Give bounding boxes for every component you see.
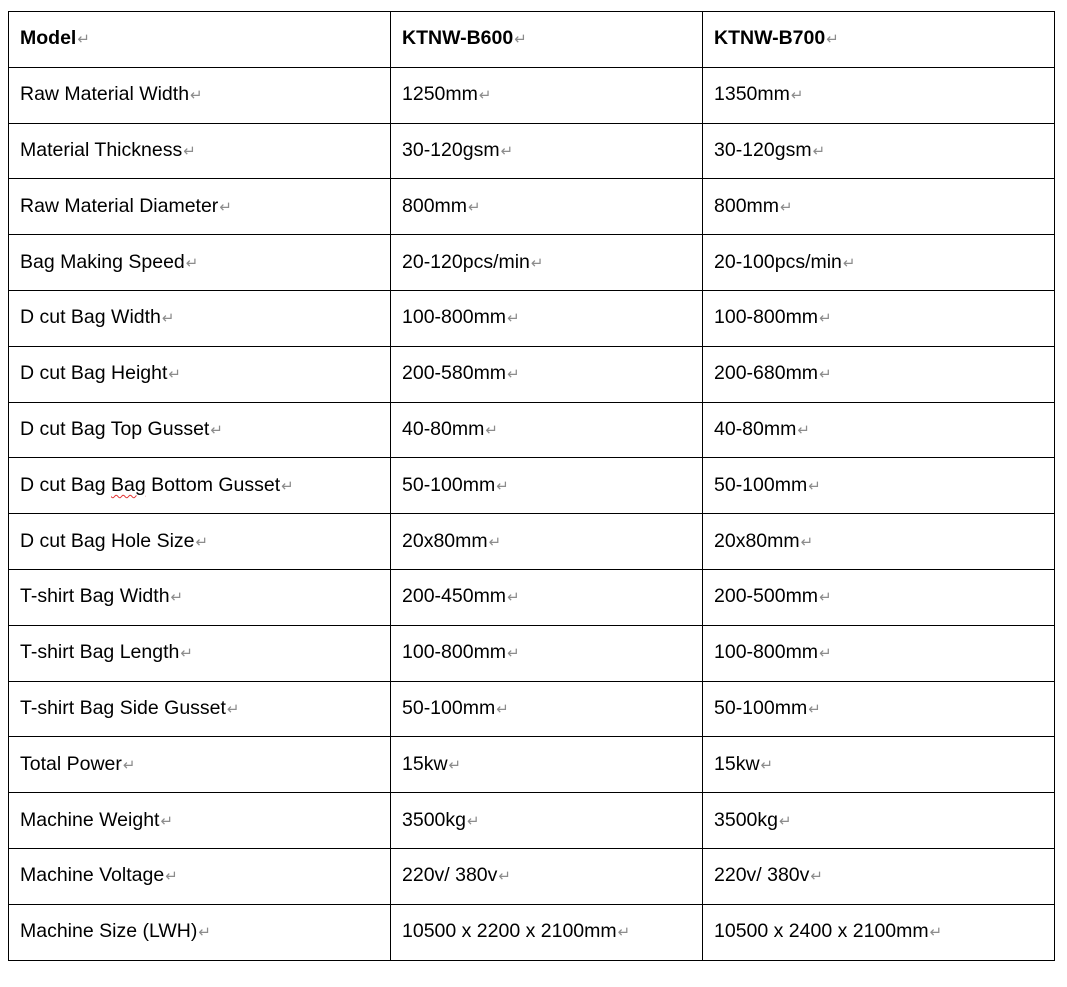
spec-value-model-a: 20-120pcs/min	[402, 250, 530, 273]
paragraph-mark-icon: ↵	[496, 700, 509, 718]
paragraph-mark-icon: ↵	[819, 366, 832, 384]
spec-label: Raw Material Diameter	[20, 194, 219, 217]
table-row	[9, 625, 1055, 681]
spec-value-cell-model-b[interactable]	[703, 793, 1055, 849]
spec-value-cell-model-b[interactable]	[703, 904, 1055, 960]
spec-value-model-a: 15kw	[402, 752, 448, 775]
spec-value-cell-model-b[interactable]	[703, 67, 1055, 123]
spec-label: D cut Bag Height	[20, 362, 168, 385]
spec-value-model-a: 200-580mm	[402, 362, 507, 385]
spec-value-model-b: 50-100mm	[714, 696, 808, 719]
paragraph-mark-icon: ↵	[842, 254, 856, 272]
spec-value-cell-model-a[interactable]	[391, 346, 703, 402]
spec-label	[20, 474, 280, 496]
spec-label-cell[interactable]	[9, 848, 391, 904]
paragraph-mark-icon: ↵	[810, 868, 823, 886]
table-row	[9, 737, 1055, 793]
paragraph-mark-icon: ↵	[808, 700, 821, 718]
spec-label-cell[interactable]	[9, 179, 391, 235]
spec-value-cell-model-b[interactable]	[703, 179, 1055, 235]
spec-value-cell-model-b[interactable]	[703, 569, 1055, 625]
paragraph-mark-icon: ↵	[800, 533, 814, 551]
spec-value-model-a: 100-800mm	[402, 641, 507, 664]
paragraph-mark-icon: ↵	[195, 533, 209, 551]
spec-label: T-shirt Bag Length	[20, 641, 180, 664]
paragraph-mark-icon: ↵	[226, 700, 240, 718]
paragraph-mark-icon: ↵	[190, 87, 203, 105]
spec-value-model-b: 40-80mm	[714, 417, 797, 440]
paragraph-mark-icon: ↵	[760, 756, 774, 774]
paragraph-mark-icon: ↵	[185, 254, 199, 272]
paragraph-mark-icon: ↵	[168, 366, 181, 384]
table-row	[9, 904, 1055, 960]
spec-label: Total Power	[20, 752, 122, 775]
spec-value-cell-model-a[interactable]	[391, 123, 703, 179]
paragraph-mark-icon: ↵	[466, 812, 480, 830]
spec-value-model-b: 1350mm	[714, 83, 790, 106]
spec-label-cell[interactable]	[9, 402, 391, 458]
paragraph-mark-icon: ↵	[183, 142, 196, 160]
spec-label: D cut Bag Hole Size	[20, 529, 195, 552]
spec-value-model-b: 100-800mm	[714, 306, 819, 329]
spec-label: D cut Bag Top Gusset	[20, 417, 210, 440]
spec-value-cell-model-a[interactable]	[391, 848, 703, 904]
spec-value-cell-model-b[interactable]	[703, 625, 1055, 681]
paragraph-mark-icon: ↵	[170, 589, 184, 607]
paragraph-mark-icon: ↵	[507, 645, 520, 663]
spec-value-model-b: 20-100pcs/min	[714, 250, 842, 273]
paragraph-mark-icon: ↵	[507, 589, 520, 607]
table-row	[9, 681, 1055, 737]
spec-label-part: D cut Bag	[20, 473, 112, 496]
spec-value-cell-model-b[interactable]	[703, 681, 1055, 737]
spec-label: Material Thickness	[20, 138, 183, 161]
paragraph-mark-icon: ↵	[496, 477, 509, 495]
spec-value-cell-model-a[interactable]	[391, 458, 703, 514]
spec-value-cell-model-a[interactable]	[391, 67, 703, 123]
spec-value-cell-model-b[interactable]	[703, 235, 1055, 291]
spec-value-model-a: 800mm	[402, 194, 468, 217]
spec-value-model-b: 3500kg	[714, 808, 778, 831]
header-model-b: KTNW-B700	[714, 27, 826, 50]
table-row	[9, 402, 1055, 458]
spec-label-cell[interactable]	[9, 123, 391, 179]
spec-label: Machine Size (LWH)	[20, 920, 198, 943]
spec-value-model-b: 10500 x 2400 x 2100mm	[714, 920, 929, 943]
table-row	[9, 793, 1055, 849]
paragraph-mark-icon: ↵	[819, 645, 832, 663]
spec-label-cell[interactable]	[9, 346, 391, 402]
spec-value-cell-model-b[interactable]	[703, 458, 1055, 514]
paragraph-mark-icon: ↵	[165, 868, 178, 886]
spec-value-model-a: 50-100mm	[402, 473, 496, 496]
spec-value-model-a: 30-120gsm	[402, 138, 500, 161]
spec-table	[8, 11, 1055, 961]
header-cell-model-a[interactable]	[391, 12, 703, 68]
spec-label: D cut Bag Width	[20, 306, 161, 329]
table-row	[9, 569, 1055, 625]
spec-value-cell-model-b[interactable]	[703, 123, 1055, 179]
spec-value-cell-model-b[interactable]	[703, 514, 1055, 570]
spec-value-model-a: 10500 x 2200 x 2100mm	[402, 920, 617, 943]
spec-label-cell[interactable]	[9, 235, 391, 291]
spec-label-cell[interactable]	[9, 737, 391, 793]
spec-label: T-shirt Bag Width	[20, 585, 170, 608]
spec-value-model-b: 15kw	[714, 752, 760, 775]
spec-label-cell[interactable]	[9, 681, 391, 737]
paragraph-mark-icon: ↵	[77, 31, 90, 49]
spec-value-model-a: 3500kg	[402, 808, 466, 831]
spellcheck-flagged-word: Bag	[111, 473, 146, 496]
paragraph-mark-icon: ↵	[514, 31, 527, 49]
spec-value-cell-model-b[interactable]	[703, 737, 1055, 793]
spec-value-model-a: 200-450mm	[402, 585, 507, 608]
spec-label-cell[interactable]	[9, 904, 391, 960]
spec-value-model-a: 220v/ 380v	[402, 864, 498, 887]
spec-value-cell-model-a[interactable]	[391, 904, 703, 960]
table-row	[9, 346, 1055, 402]
paragraph-mark-icon: ↵	[198, 924, 211, 942]
paragraph-mark-icon: ↵	[448, 756, 462, 774]
table-row	[9, 458, 1055, 514]
paragraph-mark-icon: ↵	[819, 310, 832, 328]
table-row	[9, 848, 1055, 904]
spec-value-cell-model-a[interactable]	[391, 569, 703, 625]
spec-value-cell-model-a[interactable]	[391, 514, 703, 570]
paragraph-mark-icon: ↵	[797, 421, 810, 439]
paragraph-mark-icon: ↵	[790, 87, 804, 105]
spec-value-cell-model-a[interactable]	[391, 681, 703, 737]
spec-value-model-b: 200-500mm	[714, 585, 819, 608]
table-row	[9, 514, 1055, 570]
spec-label-part: Bottom Gusset	[145, 473, 281, 496]
paragraph-mark-icon: ↵	[617, 924, 631, 942]
paragraph-mark-icon: ↵	[812, 142, 826, 160]
header-cell-model-b[interactable]	[703, 12, 1055, 68]
spec-value-model-a: 1250mm	[402, 83, 478, 106]
spec-value-cell-model-b[interactable]	[703, 848, 1055, 904]
paragraph-mark-icon: ↵	[778, 812, 792, 830]
spec-label-cell[interactable]	[9, 290, 391, 346]
paragraph-mark-icon: ↵	[478, 87, 492, 105]
spec-value-cell-model-b[interactable]	[703, 290, 1055, 346]
paragraph-mark-icon: ↵	[929, 924, 943, 942]
spec-label: Raw Material Width	[20, 83, 190, 106]
spec-value-cell-model-b[interactable]	[703, 402, 1055, 458]
paragraph-mark-icon: ↵	[498, 868, 511, 886]
spec-value-model-a: 20x80mm	[402, 529, 488, 552]
paragraph-mark-icon: ↵	[507, 310, 520, 328]
spec-label-cell[interactable]	[9, 625, 391, 681]
spec-value-model-b: 30-120gsm	[714, 138, 812, 161]
spec-label-cell[interactable]	[9, 514, 391, 570]
spec-label: Machine Weight	[20, 808, 160, 831]
spec-value-model-a: 50-100mm	[402, 696, 496, 719]
table-row	[9, 67, 1055, 123]
paragraph-mark-icon: ↵	[808, 477, 821, 495]
spec-value-model-b: 220v/ 380v	[714, 864, 810, 887]
spec-label-cell[interactable]	[9, 458, 391, 514]
spec-label: Machine Voltage	[20, 864, 165, 887]
paragraph-mark-icon: ↵	[161, 310, 175, 328]
spec-label-cell[interactable]	[9, 569, 391, 625]
header-cell-model[interactable]	[9, 12, 391, 68]
spec-value-model-b: 50-100mm	[714, 473, 808, 496]
spec-value-cell-model-a[interactable]	[391, 179, 703, 235]
spec-value-model-a: 100-800mm	[402, 306, 507, 329]
paragraph-mark-icon: ↵	[780, 198, 793, 216]
header-label: Model	[20, 27, 77, 50]
spec-label: Bag Making Speed	[20, 250, 185, 273]
paragraph-mark-icon: ↵	[210, 421, 223, 439]
spec-value-cell-model-a[interactable]	[391, 737, 703, 793]
header-model-a: KTNW-B600	[402, 27, 514, 50]
spec-value-cell-model-a[interactable]	[391, 625, 703, 681]
spec-value-cell-model-a[interactable]	[391, 290, 703, 346]
spec-label-cell[interactable]	[9, 793, 391, 849]
table-row	[9, 179, 1055, 235]
spec-value-cell-model-a[interactable]	[391, 793, 703, 849]
spec-value-cell-model-a[interactable]	[391, 235, 703, 291]
paragraph-mark-icon: ↵	[160, 812, 174, 830]
paragraph-mark-icon: ↵	[826, 31, 839, 49]
paragraph-mark-icon: ↵	[122, 756, 136, 774]
spec-label: T-shirt Bag Side Gusset	[20, 696, 226, 719]
spec-value-model-b: 20x80mm	[714, 529, 800, 552]
spec-value-cell-model-a[interactable]	[391, 402, 703, 458]
table-row	[9, 123, 1055, 179]
spec-value-cell-model-b[interactable]	[703, 346, 1055, 402]
spec-value-model-a: 40-80mm	[402, 417, 485, 440]
paragraph-mark-icon: ↵	[507, 366, 520, 384]
paragraph-mark-icon: ↵	[485, 421, 498, 439]
spec-value-model-b: 800mm	[714, 194, 780, 217]
spec-label-cell[interactable]	[9, 67, 391, 123]
paragraph-mark-icon: ↵	[530, 254, 544, 272]
paragraph-mark-icon: ↵	[500, 142, 514, 160]
paragraph-mark-icon: ↵	[180, 645, 193, 663]
spec-value-model-b: 200-680mm	[714, 362, 819, 385]
paragraph-mark-icon: ↵	[219, 198, 232, 216]
paragraph-mark-icon: ↵	[488, 533, 502, 551]
paragraph-mark-icon: ↵	[281, 477, 294, 495]
paragraph-mark-icon: ↵	[468, 198, 481, 216]
table-row	[9, 290, 1055, 346]
spec-value-model-b: 100-800mm	[714, 641, 819, 664]
table-header-row	[9, 12, 1055, 68]
paragraph-mark-icon: ↵	[819, 589, 832, 607]
table-row	[9, 235, 1055, 291]
